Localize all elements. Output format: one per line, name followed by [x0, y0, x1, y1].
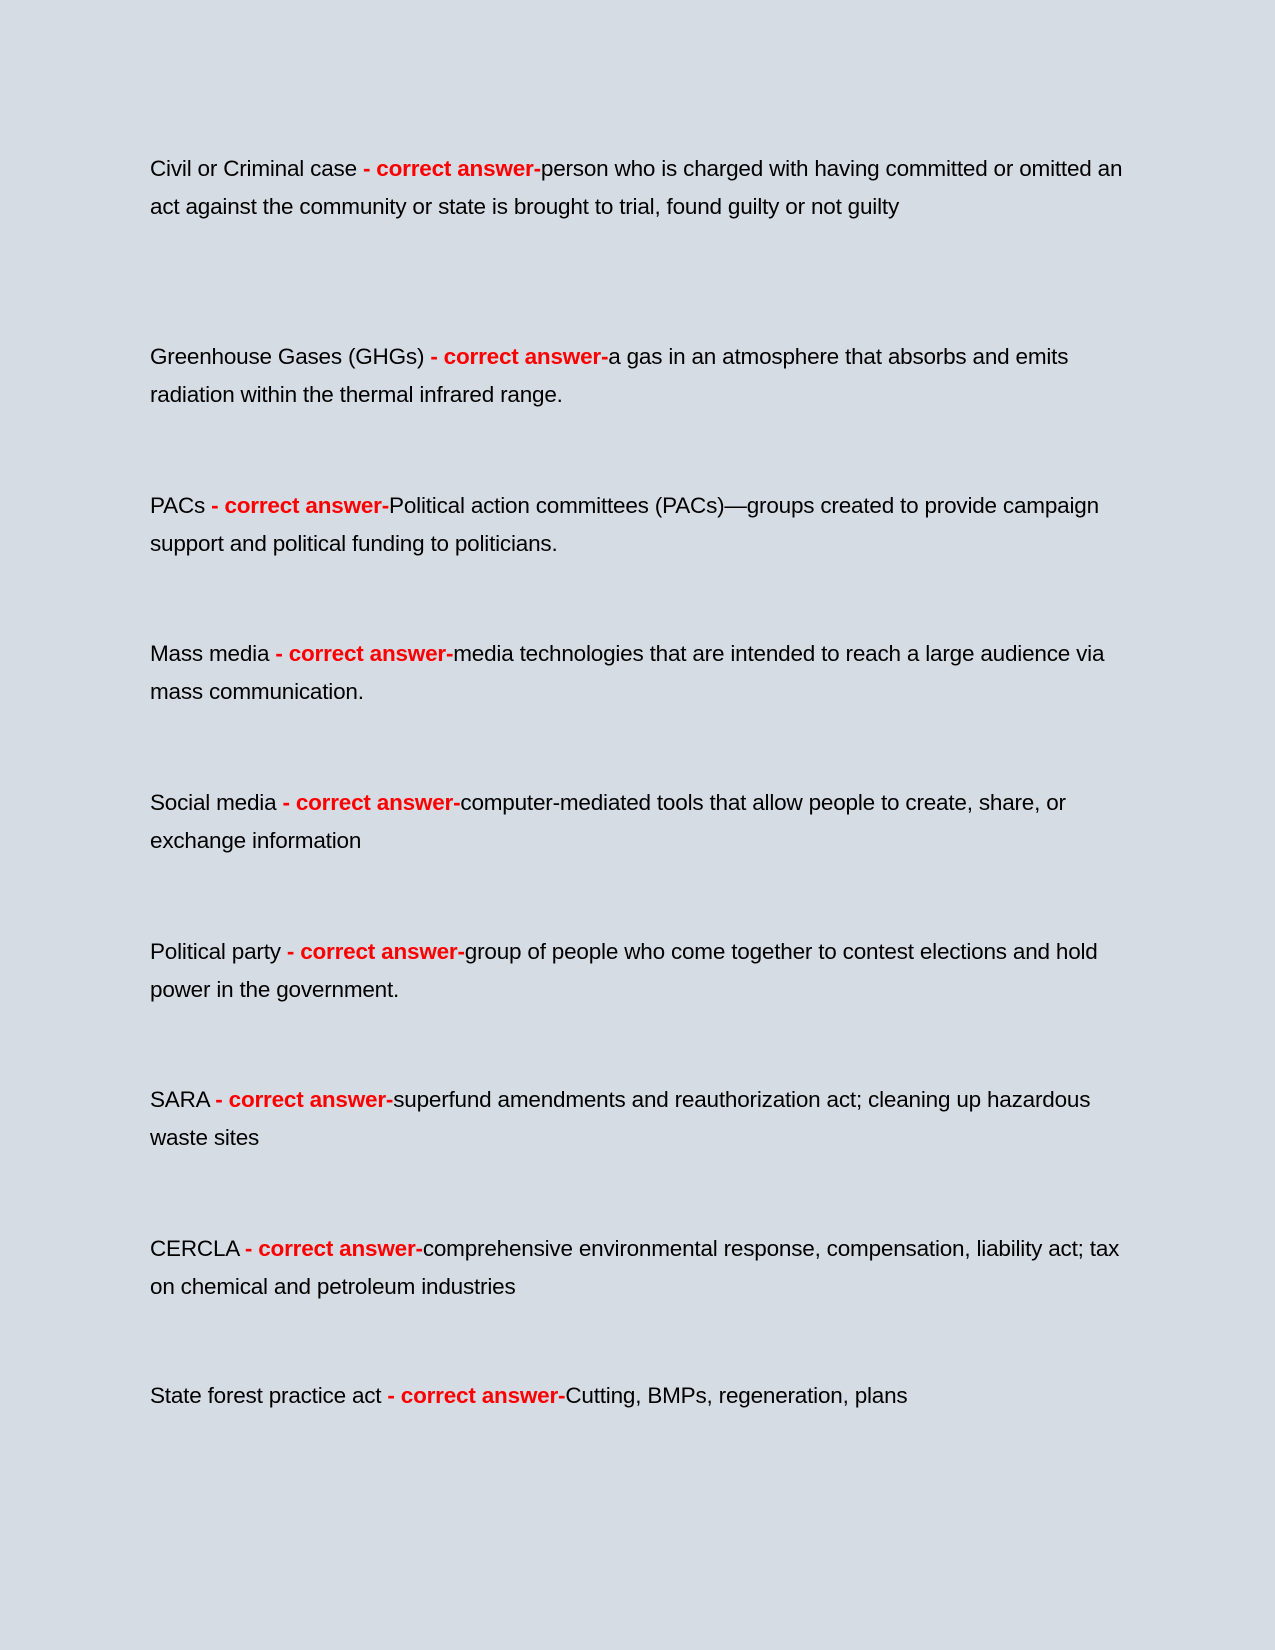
definition: media technologies that are intended to reach a large audience via mass communication.	[150, 641, 1105, 704]
answer-separator: - correct answer-	[244, 1236, 423, 1261]
definition: person who is charged with having committed or omitted an act against the community or state is brought to trial, found guilty or not guilty	[150, 156, 1123, 219]
answer-separator: - correct answer-	[387, 1383, 566, 1408]
answer-separator: - correct answer-	[282, 790, 461, 815]
definition: comprehensive environmental response, compensation, liability act; tax on chemical and petroleum industries	[150, 1236, 1120, 1299]
definition: Political action committees (PACs)—groups created to provide campaign support and political funding to politicians.	[150, 493, 1099, 556]
term: Greenhouse Gases (GHGs)	[150, 344, 431, 369]
answer-separator: - correct answer-	[215, 1087, 394, 1112]
term: Mass media	[150, 641, 276, 666]
term: CERCLA	[150, 1236, 245, 1261]
term: Civil or Criminal case	[150, 156, 363, 181]
flashcard-entry	[150, 933, 1135, 1009]
term: PACs	[150, 493, 212, 518]
flashcard-entry	[150, 338, 1135, 414]
flashcard-entry	[150, 150, 1135, 226]
answer-separator: - correct answer-	[211, 493, 390, 518]
term: SARA	[150, 1087, 216, 1112]
flashcard-entry	[150, 1081, 1135, 1157]
flashcard-entry	[150, 784, 1135, 860]
answer-separator: - correct answer-	[286, 939, 465, 964]
flashcard-entry	[150, 635, 1135, 711]
term: State forest practice act	[150, 1383, 388, 1408]
definition: computer-mediated tools that allow people to create, share, or exchange information	[150, 790, 1066, 853]
definition: superfund amendments and reauthorization act; cleaning up hazardous waste sites	[150, 1087, 1091, 1150]
definition: Cutting, BMPs, regeneration, plans	[565, 1383, 908, 1408]
answer-separator: - correct answer-	[275, 641, 454, 666]
flashcard-entry	[150, 1230, 1135, 1306]
definition: a gas in an atmosphere that absorbs and emits radiation within the thermal infrared range.	[150, 344, 1069, 407]
term: Political party	[150, 939, 287, 964]
flashcard-entry	[150, 487, 1135, 563]
flashcard-entry	[150, 1377, 1135, 1415]
answer-separator: - correct answer-	[430, 344, 609, 369]
definition: group of people who come together to contest elections and hold power in the government.	[150, 939, 1098, 1002]
answer-separator: - correct answer-	[362, 156, 541, 181]
term: Social media	[150, 790, 283, 815]
